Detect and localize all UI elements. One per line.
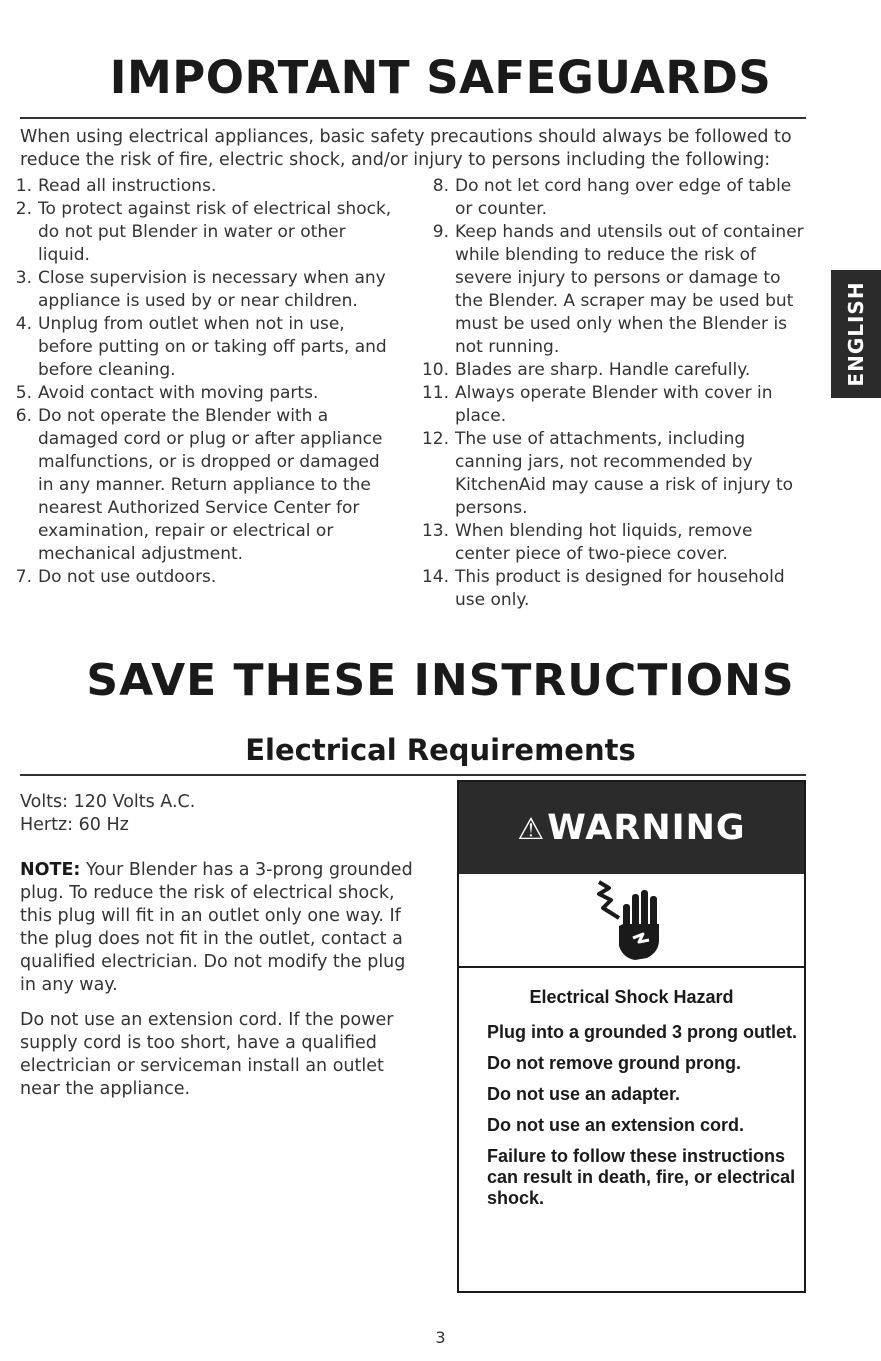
note-paragraph	[20, 859, 425, 997]
electrical-requirements-heading: Electrical Requirements	[245, 733, 636, 767]
safeguards-list-left	[10, 175, 400, 589]
list-item: 5. Avoid contact with moving parts.	[15, 383, 319, 403]
list-item: 9. Keep hands and utensils out of container while blending to reduce the risk of severe injury to persons or damage to the Blender. A scraper may be used but must be used only when the Blender is not running.	[432, 222, 804, 357]
list-item: 1. Read all instructions.	[15, 176, 217, 196]
note-label: NOTE:	[20, 860, 81, 880]
page-number: 3	[435, 1328, 446, 1347]
list-item: 7. Do not use outdoors.	[15, 567, 217, 587]
warning-header	[459, 782, 804, 874]
warning-instructions	[487, 1022, 797, 1219]
title-rule	[20, 117, 806, 119]
list-item: 10. Blades are sharp. Handle carefully.	[421, 360, 751, 380]
warning-label: WARNING	[547, 808, 746, 848]
warning-line: Plug into a grounded 3 prong outlet.	[487, 1022, 797, 1042]
list-item: 4. Unplug from outlet when not in use, before putting on or taking off parts, and before cleaning.	[15, 314, 387, 380]
list-item: 6. Do not operate the Blender with a damaged cord or plug or after appliance malfunctions, or is dropped or damaged in any manner. Return appliance to the nearest Authorized Service Center for examination, repair or electrical or mechanical adjustment.	[15, 406, 383, 564]
list-item: 12. The use of attachments, including canning jars, not recommended by KitchenAid may cause a risk of injury to persons.	[421, 429, 794, 518]
save-instructions-heading: SAVE THESE INSTRUCTIONS	[86, 655, 795, 706]
list-item: 8. Do not let cord hang over edge of table or counter.	[432, 176, 792, 219]
section-rule	[20, 774, 806, 776]
note-text: Your Blender has a 3-prong grounded plug. To reduce the risk of electrical shock, this plug will fit in an outlet only one way. If the plug does not fit in the outlet, contact a qualified electrician. Do not modify the plug in any way.	[20, 860, 413, 995]
warning-line: Do not remove ground prong.	[487, 1053, 741, 1073]
list-item: 2. To protect against risk of electrical shock, do not put Blender in water or other liquid.	[15, 199, 392, 265]
intro-paragraph: When using electrical appliances, basic safety precautions should always be followed to reduce the risk of fire, electric shock, and/or injury to persons including the following:	[20, 127, 792, 170]
language-tab	[831, 270, 881, 398]
language-tab-label: ENGLISH	[844, 281, 868, 387]
volts-line: Volts: 120 Volts A.C.	[20, 792, 196, 812]
electrical-shock-hand-icon	[579, 878, 689, 964]
list-item: 14. This product is designed for household use only.	[421, 567, 785, 610]
electrical-requirements-text	[20, 791, 425, 1101]
warning-line: Failure to follow these instructions can result in death, fire, or electrical shock.	[487, 1146, 796, 1208]
warning-divider	[459, 966, 804, 968]
hertz-line: Hertz: 60 Hz	[20, 815, 129, 835]
warning-line: Do not use an extension cord.	[487, 1115, 745, 1135]
list-item: 13. When blending hot liquids, remove center piece of two-piece cover.	[421, 521, 753, 564]
page-title: IMPORTANT SAFEGUARDS	[109, 51, 772, 104]
warning-heading: Electrical Shock Hazard	[529, 987, 734, 1007]
extension-paragraph: Do not use an extension cord. If the power supply cord is too short, have a qualified electrician or serviceman install an outlet near the appliance.	[20, 1010, 394, 1099]
list-item: 11. Always operate Blender with cover in place.	[421, 383, 773, 426]
warning-line: Do not use an adapter.	[487, 1084, 681, 1104]
list-item: 3. Close supervision is necessary when any appliance is used by or near children.	[15, 268, 386, 311]
warning-box	[457, 780, 806, 1293]
safeguards-list-right	[421, 175, 806, 612]
warning-triangle-icon: ⚠	[517, 812, 546, 847]
